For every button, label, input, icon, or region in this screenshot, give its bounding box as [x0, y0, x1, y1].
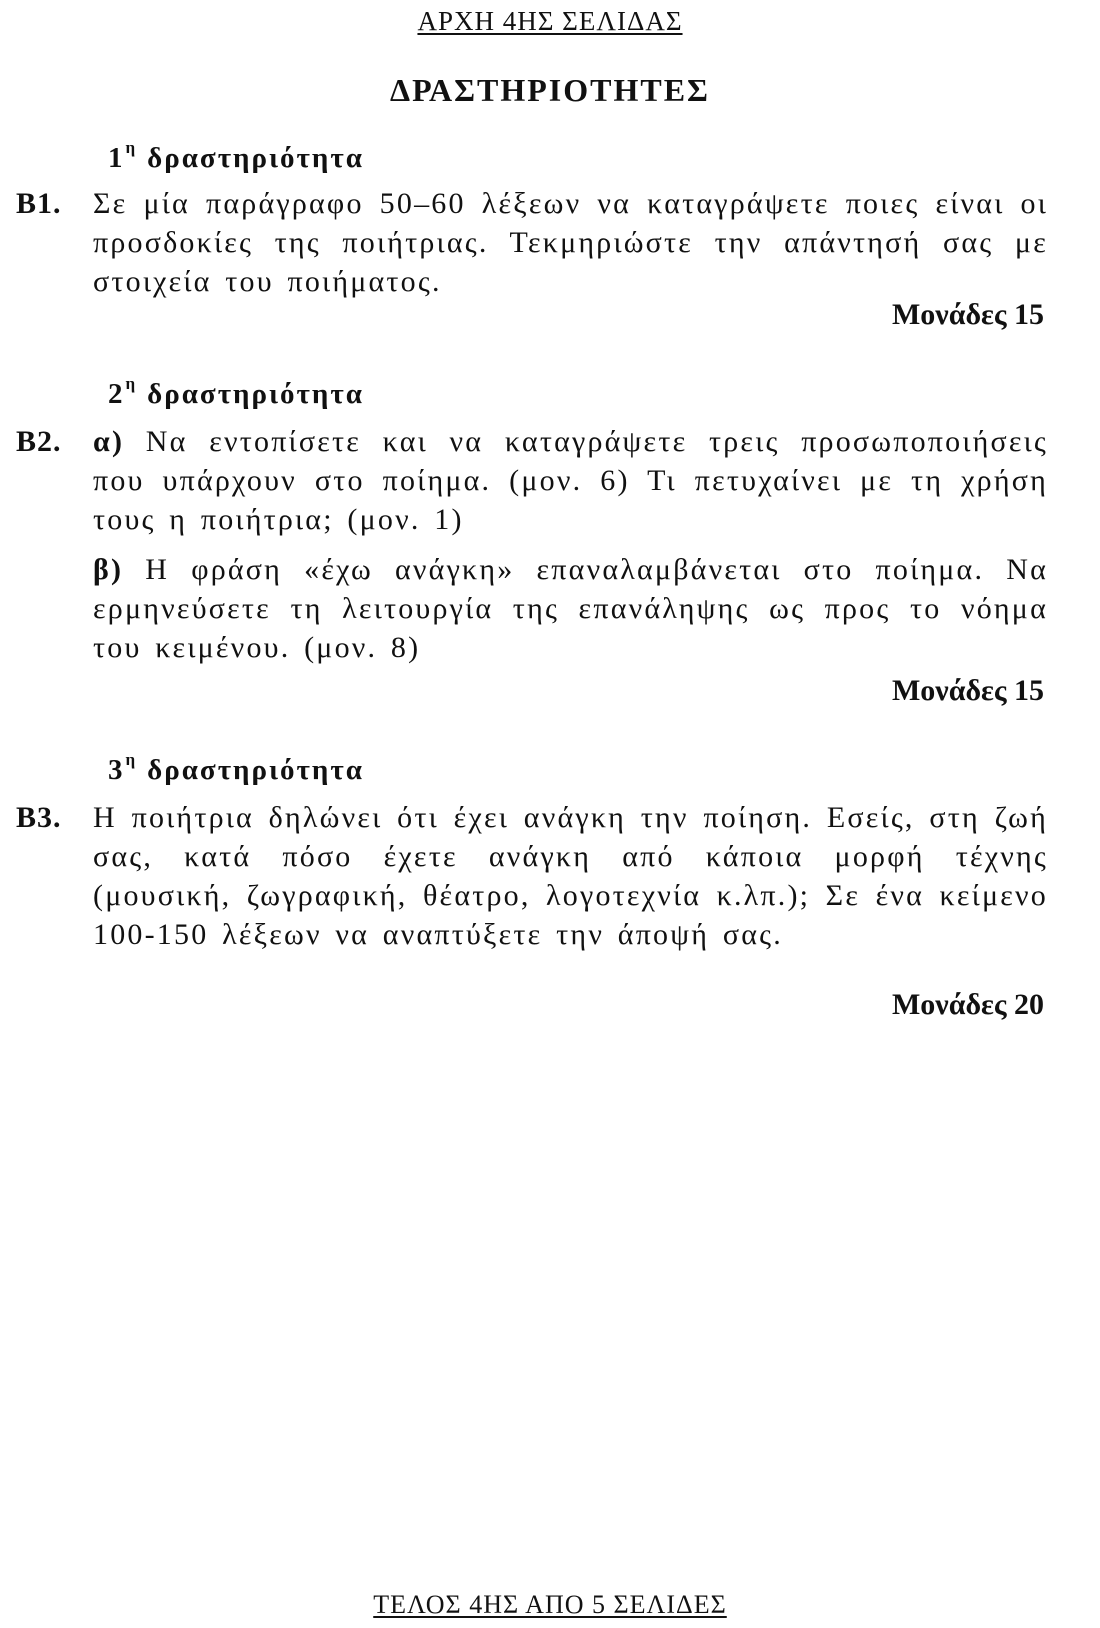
score-b3: Μονάδες 20	[891, 988, 1044, 1021]
question-text: Η ποιήτρια δηλώνει ότι έχει ανάγκη την ποίηση. Εσείς, στη ζωή σας, κατά πόσο έχετε ανάγκη από κάποια μορφή τέχνης (μουσική, ζωγραφική, θέατρο, λογοτεχνία κ.λπ.); Σε ένα κείμενο 100-150 λέξεων να αναπτύξετε την άποψή σας.	[93, 801, 1048, 951]
activity-superscript: η	[125, 750, 138, 769]
page-header: ΑΡΧΗ 4ΗΣ ΣΕΛΙΔΑΣ	[417, 6, 683, 36]
question-label: Β1.	[16, 187, 62, 220]
part-text: Να εντοπίσετε και να καταγράψετε τρεις προσωποποιήσεις που υπάρχουν στο ποίημα. (μον. 6) Τι πετυχαίνει με τη χρήση τους η ποιήτρια; (μον. 1)	[93, 425, 1049, 536]
part-text: Η φράση «έχω ανάγκη» επαναλαμβάνεται στο ποίημα. Να ερμηνεύσετε τη λειτουργία της επανάληψης ως προς το νόημα του κειμένου. (μον. 8)	[93, 553, 1048, 664]
activity-superscript: η	[125, 374, 138, 393]
score-b1: Μονάδες 15	[891, 298, 1044, 331]
page-footer: ΤΕΛΟΣ 4ΗΣ ΑΠΟ 5 ΣΕΛΙΔΕΣ	[373, 1590, 727, 1619]
question-part-a	[93, 422, 1048, 539]
activity-heading-1	[108, 138, 364, 175]
section-title: ΔΡΑΣΤΗΡΙΟΤΗΤΕΣ	[390, 72, 710, 108]
score-b2: Μονάδες 15	[891, 674, 1044, 707]
question-label: Β2.	[16, 425, 62, 458]
activity-superscript: η	[125, 138, 138, 157]
activity-number: 3	[108, 754, 125, 786]
question-part-b	[93, 550, 1048, 667]
activity-heading-2	[108, 374, 364, 411]
question-label: Β3.	[16, 801, 62, 834]
activity-heading-label: δραστηριότητα	[147, 142, 364, 174]
part-label: α)	[93, 425, 125, 458]
activity-number: 1	[108, 142, 125, 174]
question-b3	[16, 798, 1046, 954]
activity-heading-3	[108, 750, 364, 787]
activity-number: 2	[108, 378, 125, 410]
activity-heading-label: δραστηριότητα	[147, 754, 364, 786]
activity-heading-label: δραστηριότητα	[147, 378, 364, 410]
question-b1	[16, 184, 1046, 301]
part-label: β)	[93, 553, 124, 586]
question-text: Σε μία παράγραφο 50–60 λέξεων να καταγράψετε ποιες είναι οι προσδοκίες της ποιήτριας. Τεκμηριώστε την απάντησή σας με στοιχεία του ποιήματος.	[93, 187, 1048, 298]
question-b2	[16, 422, 1049, 667]
